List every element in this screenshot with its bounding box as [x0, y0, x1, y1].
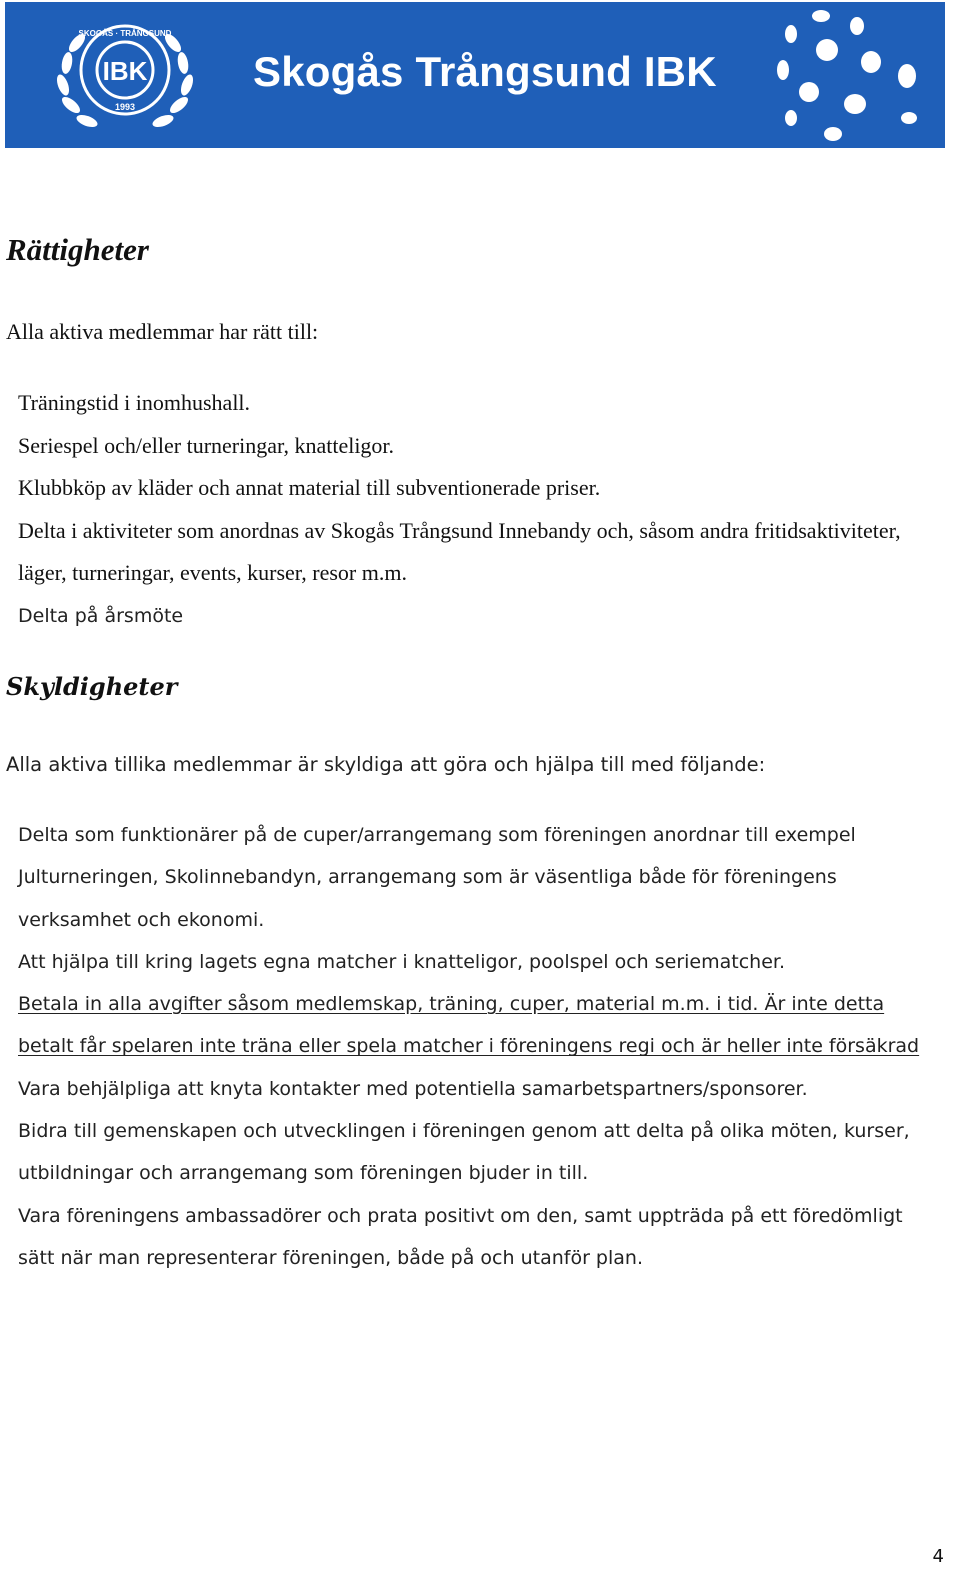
svg-text:IBK: IBK [102, 56, 148, 86]
list-item: Att hjälpa till kring lagets egna matcher i knatteligor, poolspel och seriematcher. [18, 950, 786, 973]
list-item: Vara behjälpliga att knyta kontakter med potentiella samarbetspartners/sponsorer. [18, 1077, 808, 1100]
brand-name: Skogås Trångsund IBK [253, 48, 717, 95]
page-number: 4 [932, 1546, 944, 1567]
duties-intro: Alla aktiva tillika medlemmar är skyldiga att göra och hjälpa till med följande: [6, 753, 766, 776]
list-item: Delta på årsmöte [18, 604, 184, 627]
list-item: Delta som funktionärer på de cuper/arrangemang som föreningen anordnar till exempel Julturneringen, Skolinnebandyn, arrangemang som är väsentliga både för föreningens verksamhet och ekonomi. [18, 824, 856, 931]
svg-text:SKOGÅS · TRÅNGSUND: SKOGÅS · TRÅNGSUND [78, 29, 172, 38]
list-item: Seriespel och/eller turneringar, knatteligor. [18, 432, 395, 458]
rights-list [18, 382, 948, 637]
list-item: Vara föreningens ambassadörer och prata positivt om den, samt uppträda på ett föredömligt sätt när man representerar föreningen, både på och utanför plan. [18, 1204, 903, 1269]
header-banner [5, 2, 945, 148]
list-item: Klubbköp av kläder och annat material till subventionerade priser. [18, 475, 601, 500]
duties-heading: Skyldigheter [6, 672, 178, 701]
list-item: Bidra till gemenskapen och utvecklingen i föreningen genom att delta på olika möten, kurser, utbildningar och arrangemang som föreningen bjuder in till. [18, 1120, 910, 1185]
rights-heading: Rättigheter [6, 232, 149, 267]
list-item: Träningstid i inomhushall. [18, 390, 251, 415]
rights-intro: Alla aktiva medlemmar har rätt till: [6, 319, 319, 344]
floorball-icon [769, 6, 945, 146]
laurel-left [55, 31, 100, 129]
list-item: Betala in alla avgifter såsom medlemskap, träning, cuper, material m.m. i tid. Är inte detta betalt får spelaren inte träna eller spela matcher i föreningens regi och är heller inte försäkrad [18, 993, 920, 1058]
list-item: Delta i aktiviteter som anordnas av Skogås Trångsund Innebandy och, såsom andra fritidsaktiviteter, läger, turneringar, events, kurser, resor m.m. [18, 517, 901, 585]
svg-text:1993: 1993 [114, 102, 136, 112]
duties-list [18, 814, 938, 1279]
club-logo-icon [43, 8, 207, 142]
